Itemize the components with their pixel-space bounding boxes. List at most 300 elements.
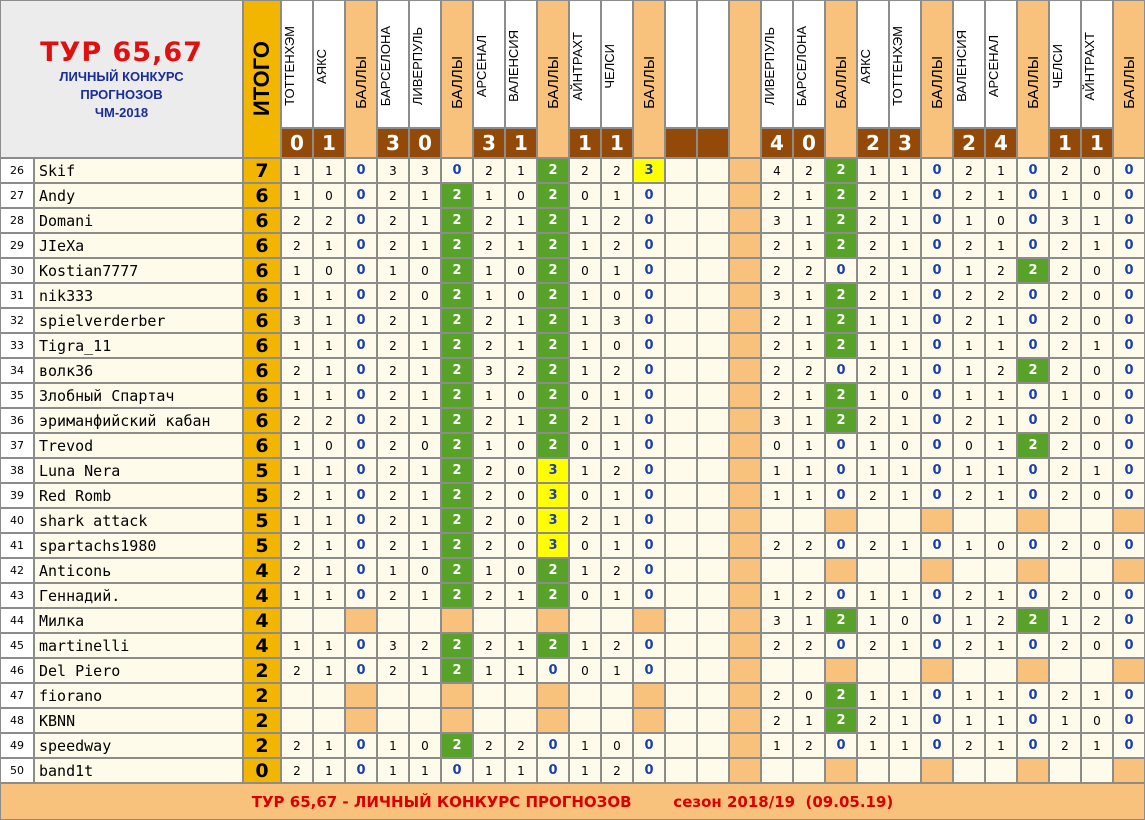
- total-points: 0: [243, 758, 281, 783]
- prediction-cell: 0: [985, 533, 1017, 558]
- prediction-cell: [953, 558, 985, 583]
- row-number: 33: [0, 333, 34, 358]
- points-cell: [729, 258, 761, 283]
- points-cell: [921, 508, 953, 533]
- participant-name: эриманфийский кабан: [34, 408, 243, 433]
- prediction-cell: 1: [793, 708, 825, 733]
- points-cell: 2: [537, 183, 569, 208]
- actual-score-cell: 4: [985, 128, 1017, 158]
- team-column-header: ВАЛЕНСИЯ: [953, 0, 985, 128]
- prediction-cell: 1: [505, 658, 537, 683]
- participant-name: spielverderber: [34, 308, 243, 333]
- points-cell: 2: [441, 558, 473, 583]
- prediction-cell: [985, 558, 1017, 583]
- points-cell: [729, 608, 761, 633]
- points-column-header: БАЛЛЫ: [441, 0, 473, 158]
- prediction-cell: 1: [889, 208, 921, 233]
- points-cell: 0: [921, 708, 953, 733]
- points-cell: 0: [1113, 233, 1145, 258]
- points-cell: 0: [633, 658, 665, 683]
- participant-name: band1t: [34, 758, 243, 783]
- prediction-cell: 1: [473, 658, 505, 683]
- prediction-cell: 0: [601, 333, 633, 358]
- prediction-cell: 1: [473, 258, 505, 283]
- prediction-cell: 1: [793, 608, 825, 633]
- points-cell: 0: [825, 483, 857, 508]
- prediction-cell: 0: [569, 183, 601, 208]
- participant-name: Andy: [34, 183, 243, 208]
- prediction-cell: [857, 658, 889, 683]
- prediction-cell: 1: [569, 233, 601, 258]
- prediction-cell: [505, 708, 537, 733]
- total-points: 4: [243, 558, 281, 583]
- prediction-cell: 0: [1081, 358, 1113, 383]
- prediction-cell: 1: [313, 233, 345, 258]
- prediction-cell: [665, 433, 697, 458]
- points-cell: [441, 608, 473, 633]
- points-cell: 2: [441, 733, 473, 758]
- prediction-cell: 1: [313, 383, 345, 408]
- points-cell: 2: [825, 683, 857, 708]
- prediction-cell: 1: [985, 408, 1017, 433]
- prediction-cell: [697, 758, 729, 783]
- team-column-header: АЯКС: [313, 0, 345, 128]
- subtitle-line-2: ПРОГНОЗОВ: [80, 86, 163, 102]
- points-column-header: БАЛЛЫ: [825, 0, 857, 158]
- prediction-cell: 2: [281, 533, 313, 558]
- prediction-cell: 2: [377, 308, 409, 333]
- prediction-cell: [953, 758, 985, 783]
- points-column-header: БАЛЛЫ: [537, 0, 569, 158]
- prediction-cell: [793, 558, 825, 583]
- prediction-cell: 0: [569, 583, 601, 608]
- prediction-cell: 1: [313, 558, 345, 583]
- points-cell: 0: [633, 508, 665, 533]
- prediction-cell: 2: [985, 258, 1017, 283]
- prediction-cell: [697, 658, 729, 683]
- total-points: 6: [243, 258, 281, 283]
- prediction-cell: [665, 233, 697, 258]
- prediction-cell: 0: [889, 433, 921, 458]
- points-cell: [729, 383, 761, 408]
- participant-name: KBNN: [34, 708, 243, 733]
- actual-score-cell: 1: [505, 128, 537, 158]
- prediction-cell: [1081, 508, 1113, 533]
- prediction-cell: 1: [281, 333, 313, 358]
- prediction-cell: 1: [761, 483, 793, 508]
- participant-name: Del Piero: [34, 658, 243, 683]
- prediction-cell: 1: [409, 583, 441, 608]
- prediction-cell: 1: [985, 583, 1017, 608]
- prediction-cell: [665, 533, 697, 558]
- points-cell: 0: [441, 158, 473, 183]
- points-cell: 0: [921, 383, 953, 408]
- prediction-cell: 2: [857, 283, 889, 308]
- prediction-cell: 2: [377, 233, 409, 258]
- prediction-cell: [697, 458, 729, 483]
- points-cell: 0: [633, 433, 665, 458]
- prediction-cell: 2: [473, 458, 505, 483]
- prediction-cell: [665, 308, 697, 333]
- prediction-cell: 1: [409, 308, 441, 333]
- prediction-cell: 1: [1081, 683, 1113, 708]
- points-cell: 2: [441, 183, 473, 208]
- prediction-cell: 2: [601, 758, 633, 783]
- prediction-cell: 1: [889, 533, 921, 558]
- prediction-cell: 0: [953, 433, 985, 458]
- total-points: 5: [243, 533, 281, 558]
- prediction-cell: 2: [377, 583, 409, 608]
- row-number: 26: [0, 158, 34, 183]
- prediction-cell: 2: [569, 508, 601, 533]
- prediction-cell: 2: [281, 758, 313, 783]
- prediction-cell: 1: [857, 308, 889, 333]
- prediction-cell: [1081, 558, 1113, 583]
- participant-name: Red Romb: [34, 483, 243, 508]
- prediction-cell: 0: [1081, 283, 1113, 308]
- points-cell: 2: [441, 283, 473, 308]
- prediction-cell: 1: [569, 633, 601, 658]
- points-cell: 0: [921, 583, 953, 608]
- row-number: 32: [0, 308, 34, 333]
- total-points: 2: [243, 708, 281, 733]
- prediction-cell: 1: [313, 758, 345, 783]
- prediction-cell: 2: [793, 633, 825, 658]
- total-points: 6: [243, 358, 281, 383]
- prediction-cell: 2: [1049, 158, 1081, 183]
- points-cell: 0: [1017, 208, 1049, 233]
- prediction-cell: [313, 683, 345, 708]
- row-number: 42: [0, 558, 34, 583]
- points-cell: 0: [921, 408, 953, 433]
- prediction-cell: 1: [1049, 608, 1081, 633]
- prediction-cell: [857, 758, 889, 783]
- points-cell: 0: [1113, 533, 1145, 558]
- prediction-cell: 2: [377, 183, 409, 208]
- prediction-cell: [281, 708, 313, 733]
- points-cell: 0: [825, 258, 857, 283]
- points-cell: 3: [537, 533, 569, 558]
- points-cell: 0: [345, 733, 377, 758]
- points-cell: 2: [537, 383, 569, 408]
- prediction-cell: 0: [1081, 483, 1113, 508]
- prediction-cell: 2: [473, 233, 505, 258]
- prediction-cell: 2: [377, 508, 409, 533]
- prediction-cell: 0: [1081, 408, 1113, 433]
- prediction-cell: 1: [985, 233, 1017, 258]
- prediction-cell: 1: [985, 433, 1017, 458]
- total-points: 6: [243, 383, 281, 408]
- points-cell: [729, 683, 761, 708]
- points-cell: [1017, 558, 1049, 583]
- points-cell: 2: [537, 633, 569, 658]
- points-cell: 0: [1017, 408, 1049, 433]
- prediction-cell: [665, 733, 697, 758]
- prediction-cell: 2: [601, 633, 633, 658]
- total-points: 2: [243, 658, 281, 683]
- prediction-cell: [569, 708, 601, 733]
- prediction-cell: [761, 508, 793, 533]
- points-column-header: БАЛЛЫ: [1017, 0, 1049, 158]
- prediction-cell: 1: [793, 233, 825, 258]
- prediction-cell: 2: [473, 633, 505, 658]
- points-cell: [729, 533, 761, 558]
- prediction-cell: 0: [1081, 708, 1113, 733]
- points-cell: 2: [825, 208, 857, 233]
- prediction-cell: 1: [601, 183, 633, 208]
- prediction-cell: [793, 508, 825, 533]
- points-cell: 0: [1113, 608, 1145, 633]
- prediction-cell: [665, 458, 697, 483]
- prediction-cell: [953, 658, 985, 683]
- prediction-cell: 2: [377, 658, 409, 683]
- points-cell: 2: [825, 408, 857, 433]
- points-cell: 0: [921, 633, 953, 658]
- prediction-cell: 1: [953, 458, 985, 483]
- prediction-cell: [665, 708, 697, 733]
- points-cell: 0: [1113, 158, 1145, 183]
- prediction-cell: 0: [889, 608, 921, 633]
- total-points: 4: [243, 608, 281, 633]
- prediction-cell: [697, 408, 729, 433]
- prediction-cell: 1: [505, 308, 537, 333]
- points-cell: [1017, 508, 1049, 533]
- prediction-cell: 1: [505, 233, 537, 258]
- prediction-cell: [793, 658, 825, 683]
- prediction-cell: 1: [505, 408, 537, 433]
- prediction-cell: 1: [281, 158, 313, 183]
- participant-name: nik333: [34, 283, 243, 308]
- prediction-cell: 1: [409, 758, 441, 783]
- points-cell: 2: [537, 283, 569, 308]
- points-cell: [1113, 758, 1145, 783]
- prediction-cell: 1: [761, 458, 793, 483]
- prediction-cell: 1: [569, 358, 601, 383]
- prediction-cell: 1: [601, 258, 633, 283]
- prediction-cell: 2: [1049, 483, 1081, 508]
- prediction-cell: 2: [953, 408, 985, 433]
- prediction-cell: 1: [889, 708, 921, 733]
- prediction-cell: 2: [377, 283, 409, 308]
- prediction-cell: 2: [505, 733, 537, 758]
- team-column-header: ТОТТЕНХЭМ: [889, 0, 921, 128]
- points-cell: [729, 558, 761, 583]
- total-points: 5: [243, 483, 281, 508]
- prediction-cell: 0: [505, 383, 537, 408]
- points-cell: 0: [825, 533, 857, 558]
- prediction-cell: 1: [953, 708, 985, 733]
- prediction-cell: 2: [1049, 533, 1081, 558]
- points-cell: 2: [537, 408, 569, 433]
- prediction-cell: 0: [313, 433, 345, 458]
- row-number: 31: [0, 283, 34, 308]
- prediction-cell: 1: [889, 258, 921, 283]
- team-column-header: [665, 0, 697, 128]
- points-cell: 0: [921, 533, 953, 558]
- team-column-header: БАРСЕЛОНА: [377, 0, 409, 128]
- prediction-cell: 0: [409, 283, 441, 308]
- points-cell: 2: [441, 658, 473, 683]
- participant-name: Domani: [34, 208, 243, 233]
- prediction-cell: 2: [857, 208, 889, 233]
- prediction-cell: 1: [889, 333, 921, 358]
- prediction-cell: 2: [281, 358, 313, 383]
- total-points: 2: [243, 683, 281, 708]
- prediction-cell: 2: [761, 708, 793, 733]
- points-cell: 2: [441, 483, 473, 508]
- points-cell: 0: [1017, 733, 1049, 758]
- points-cell: 0: [1113, 483, 1145, 508]
- total-points: 5: [243, 458, 281, 483]
- prediction-cell: [1049, 658, 1081, 683]
- prediction-cell: 1: [601, 533, 633, 558]
- prediction-cell: [857, 508, 889, 533]
- points-cell: 0: [1017, 383, 1049, 408]
- prediction-cell: [665, 633, 697, 658]
- prediction-cell: 2: [281, 483, 313, 508]
- prediction-cell: [409, 608, 441, 633]
- prediction-cell: 3: [377, 633, 409, 658]
- prediction-cell: 0: [505, 183, 537, 208]
- prediction-cell: 0: [761, 433, 793, 458]
- prediction-cell: 1: [985, 683, 1017, 708]
- prediction-cell: 2: [569, 408, 601, 433]
- prediction-cell: 0: [313, 183, 345, 208]
- points-cell: 0: [1113, 583, 1145, 608]
- points-cell: 2: [441, 433, 473, 458]
- prediction-cell: 3: [761, 283, 793, 308]
- prediction-cell: 2: [377, 458, 409, 483]
- prediction-cell: [665, 283, 697, 308]
- participant-name: Trevod: [34, 433, 243, 458]
- prediction-cell: 2: [761, 308, 793, 333]
- prediction-cell: 1: [601, 408, 633, 433]
- prediction-cell: 0: [505, 558, 537, 583]
- points-cell: 2: [825, 383, 857, 408]
- prediction-cell: 2: [953, 633, 985, 658]
- prediction-cell: [409, 683, 441, 708]
- row-number: 44: [0, 608, 34, 633]
- prediction-cell: 3: [473, 358, 505, 383]
- points-cell: [825, 758, 857, 783]
- prediction-cell: [857, 558, 889, 583]
- prediction-cell: 1: [793, 308, 825, 333]
- prediction-cell: 2: [473, 208, 505, 233]
- prediction-cell: [697, 533, 729, 558]
- prediction-cell: 3: [761, 408, 793, 433]
- prediction-cell: 1: [281, 258, 313, 283]
- prediction-cell: [665, 658, 697, 683]
- total-points: 6: [243, 183, 281, 208]
- actual-score-cell: 3: [889, 128, 921, 158]
- prediction-cell: 0: [889, 383, 921, 408]
- prediction-cell: [697, 633, 729, 658]
- prediction-cell: [889, 508, 921, 533]
- prediction-cell: 2: [953, 733, 985, 758]
- prediction-cell: 0: [793, 683, 825, 708]
- participant-name: Tigra_11: [34, 333, 243, 358]
- prediction-cell: 2: [857, 633, 889, 658]
- points-cell: [1017, 658, 1049, 683]
- prediction-cell: 3: [761, 608, 793, 633]
- points-cell: 0: [921, 208, 953, 233]
- prediction-cell: 2: [953, 283, 985, 308]
- prediction-cell: 1: [601, 433, 633, 458]
- prediction-cell: 1: [313, 533, 345, 558]
- prediction-cell: 2: [793, 583, 825, 608]
- team-column-header: ТОТТЕНХЭМ: [281, 0, 313, 128]
- prediction-cell: [665, 758, 697, 783]
- prediction-cell: 2: [857, 708, 889, 733]
- points-cell: 0: [345, 208, 377, 233]
- points-cell: 0: [921, 333, 953, 358]
- row-number: 43: [0, 583, 34, 608]
- prediction-cell: 1: [281, 383, 313, 408]
- points-cell: 0: [633, 483, 665, 508]
- points-cell: 0: [921, 258, 953, 283]
- participant-name: Геннадий.: [34, 583, 243, 608]
- prediction-cell: [697, 508, 729, 533]
- prediction-cell: 1: [857, 383, 889, 408]
- points-cell: 0: [825, 733, 857, 758]
- prediction-cell: 1: [377, 733, 409, 758]
- prediction-cell: 1: [761, 733, 793, 758]
- prediction-cell: 0: [1081, 258, 1113, 283]
- points-cell: 0: [633, 208, 665, 233]
- points-cell: 3: [537, 458, 569, 483]
- subtitle-line-3: ЧМ-2018: [94, 104, 149, 120]
- prediction-cell: [697, 733, 729, 758]
- points-cell: 2: [825, 183, 857, 208]
- prediction-cell: 1: [313, 508, 345, 533]
- prediction-cell: [1049, 508, 1081, 533]
- prediction-cell: 1: [857, 583, 889, 608]
- prediction-cell: 1: [889, 158, 921, 183]
- prediction-cell: 1: [889, 483, 921, 508]
- points-cell: 0: [345, 458, 377, 483]
- points-cell: [825, 508, 857, 533]
- total-points: 6: [243, 433, 281, 458]
- prediction-cell: [665, 608, 697, 633]
- prediction-cell: [601, 683, 633, 708]
- prediction-cell: 1: [377, 258, 409, 283]
- points-cell: [1113, 658, 1145, 683]
- participant-name: Luna Nera: [34, 458, 243, 483]
- points-cell: 0: [921, 283, 953, 308]
- prediction-cell: [665, 583, 697, 608]
- prediction-cell: 1: [793, 458, 825, 483]
- points-cell: 0: [921, 158, 953, 183]
- points-cell: 2: [537, 333, 569, 358]
- points-cell: [729, 358, 761, 383]
- points-cell: 0: [1017, 308, 1049, 333]
- prediction-cell: [665, 483, 697, 508]
- participant-name: spartachs1980: [34, 533, 243, 558]
- prediction-cell: 0: [569, 658, 601, 683]
- points-cell: 2: [537, 358, 569, 383]
- prediction-cell: 2: [313, 208, 345, 233]
- points-cell: 0: [921, 433, 953, 458]
- prediction-cell: [697, 283, 729, 308]
- prediction-cell: 2: [857, 533, 889, 558]
- prediction-cell: 0: [505, 533, 537, 558]
- points-cell: [729, 158, 761, 183]
- points-cell: [921, 758, 953, 783]
- prediction-cell: 1: [985, 733, 1017, 758]
- prediction-cell: 1: [1081, 458, 1113, 483]
- points-cell: 0: [633, 408, 665, 433]
- points-cell: 0: [1017, 483, 1049, 508]
